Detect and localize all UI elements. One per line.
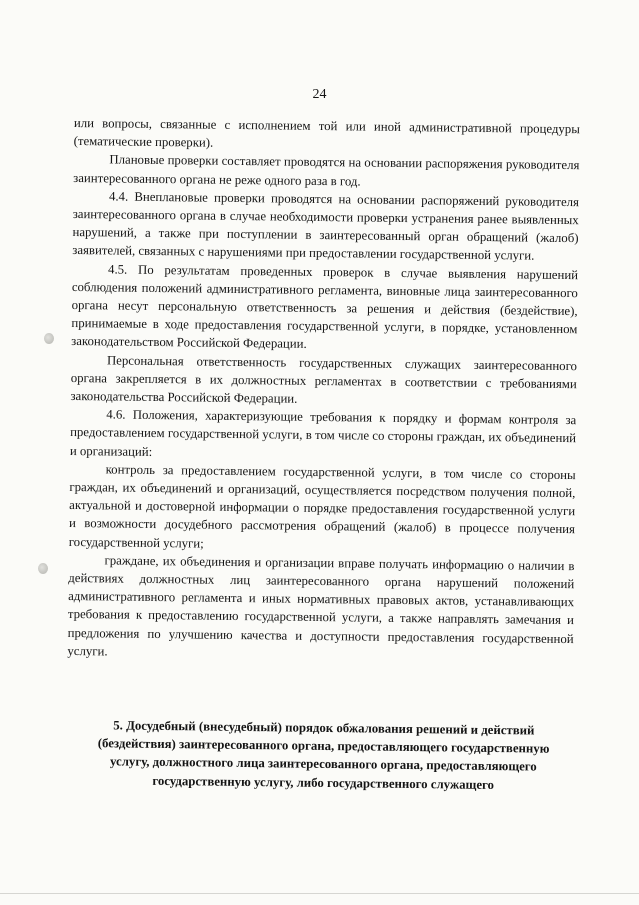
paragraph: или вопросы, связанные с исполнением той или иной административной процедуры (тематические проверки). (73, 115, 580, 150)
punch-hole-mark (44, 333, 54, 344)
paragraph: контроль за предоставлением государственной услуги, в том числе со стороны граждан, их объединений и организаций, осуществляется посредством получения полной, актуальной и достоверной информации о порядке предоставления государственной услуги и возможности досудебного рассмотрения обращений (жалоб) в процессе получения государственной услуги; (68, 462, 576, 551)
paragraph: Плановые проверки составляет проводятся на основании распоряжения руководителя заинтересованного органа не реже одного раза в год. (73, 152, 580, 189)
paragraph-4-4: 4.4. Внеплановые проверки проводятся на основании распоряжений руководителя заинтересованного органа в случае необходимости проверки устранения ранее выявленных нарушений, а также при поступлении в заинтересованный орган обращений (жалоб) заявителей, связанных с нарушениями при предоставлении государственной услуги. (72, 189, 580, 264)
scan-edge-line (0, 893, 639, 894)
paragraph-4-6: 4.6. Положения, характеризующие требования к порядку и формам контроля за предоставлением государственной услуги, в том числе со стороны граждан, их объединений и организаций: (69, 407, 577, 459)
paragraph: граждане, их объединения и организации вправе получать информацию о наличии в действиях должностных лиц заинтересованного органа нарушений положений административного регламента и иных нормативных правовых актов, устанавливающих требования к предоставлению государственной услуги, а также направлять замечания и предложения по улучшению качества и доступности предоставления государственной услуги. (67, 553, 575, 659)
page-number: 24 (312, 87, 327, 102)
body-text (67, 114, 580, 666)
punch-hole-mark (38, 563, 48, 574)
paragraph-4-5: 4.5. По результатам проведенных проверок в случае выявления нарушений соблюдения положений административного регламента, виновные лица заинтересованного органа несут персональную ответственность за решения и действия (бездействие), принимаемые в ходе предоставления государственной услуги, в порядке, установленном законодательством Российской Федерации. (71, 262, 579, 352)
section-heading: 5. Досудебный (внесудебный) порядок обжалования решений и действий (бездействия) заинтересованного органа, предоставляющего государственную услугу, должностного лица заинтересованного органа, предоставляющего государственную услугу, либо государственного служащего (97, 718, 550, 792)
paragraph: Персональная ответственность государственных служащих заинтересованного органа закрепляется в их должностных регламентах в соответствии с требованиями законодательства Российской Федерации. (70, 353, 578, 406)
